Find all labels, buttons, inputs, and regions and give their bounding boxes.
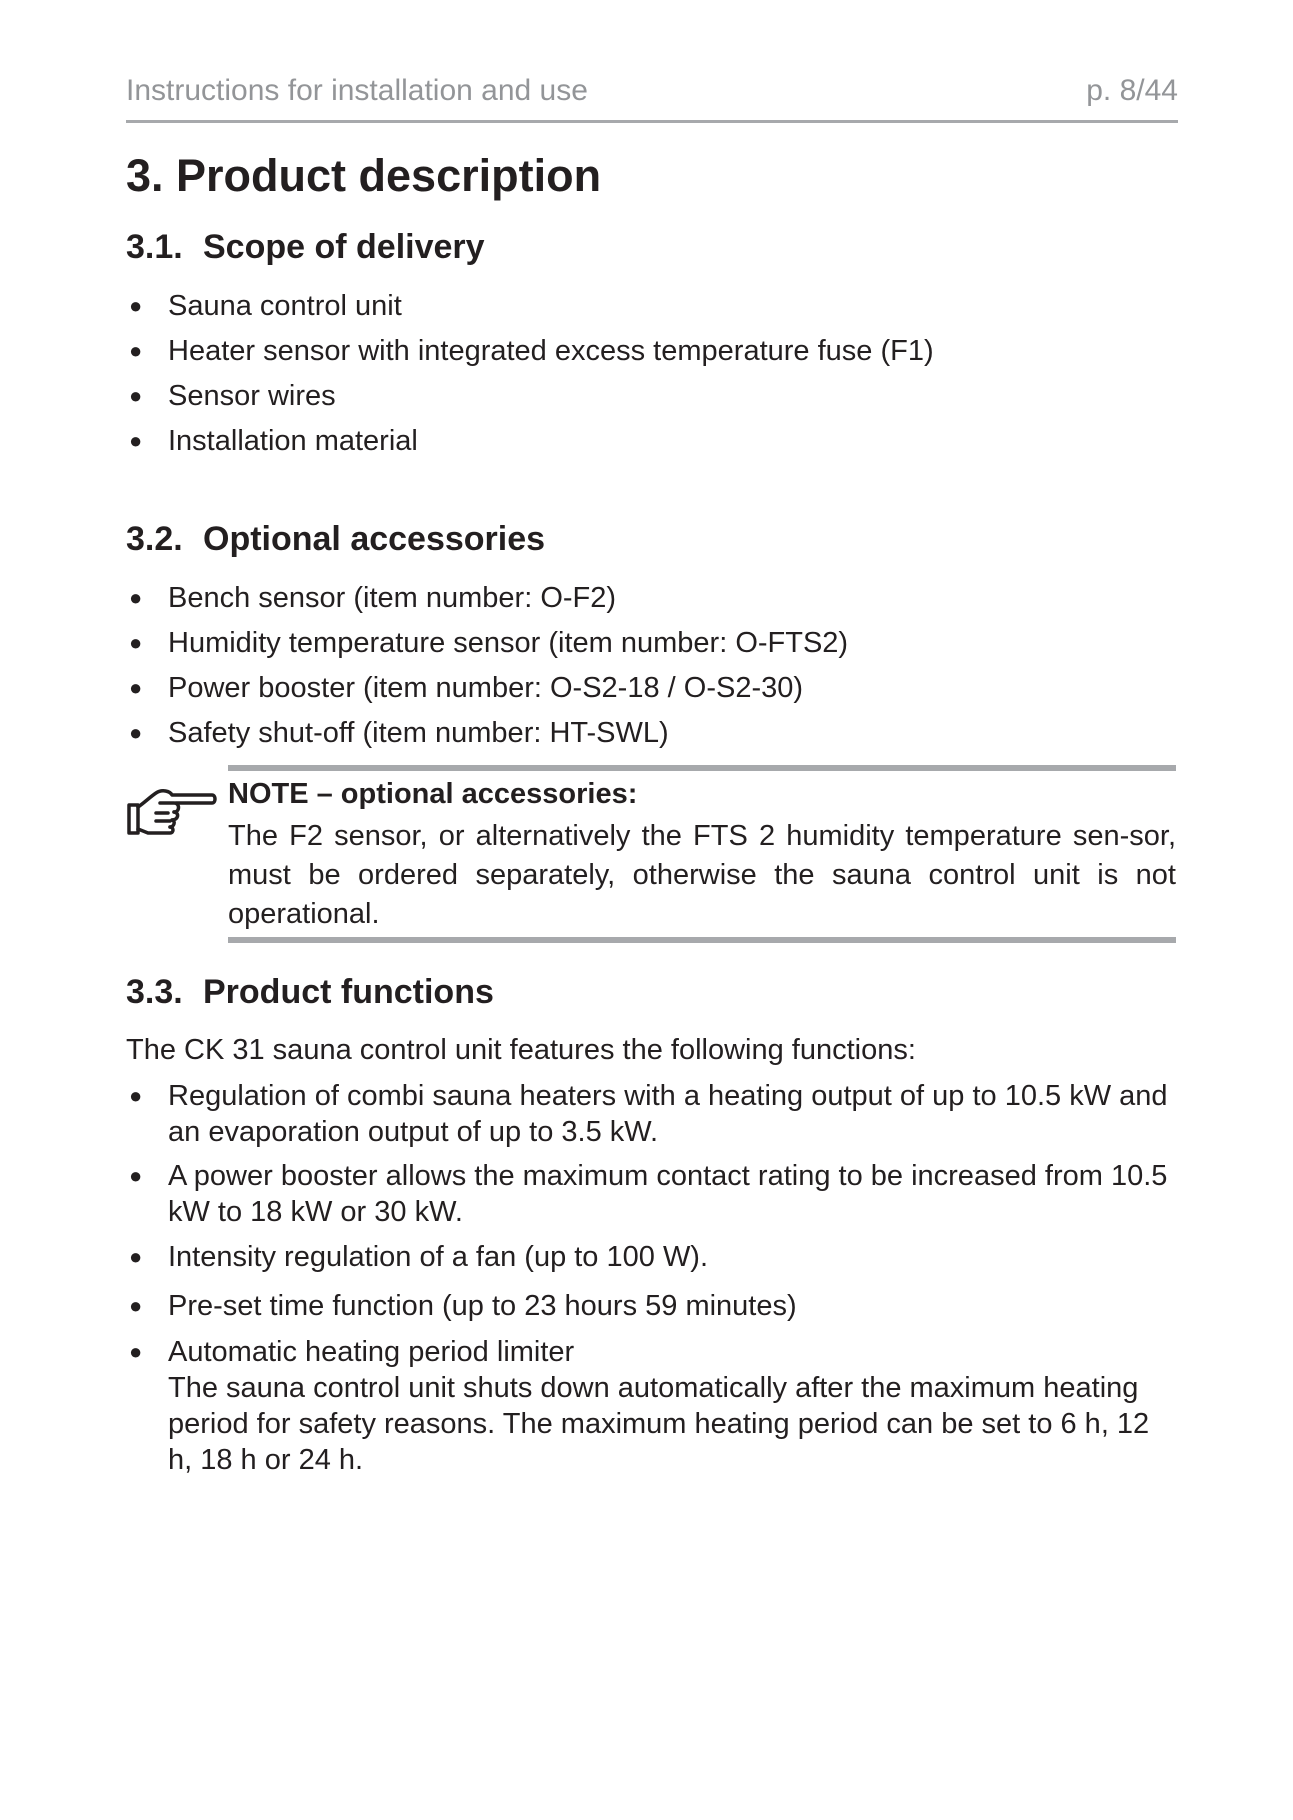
list-item-text: Regulation of combi sauna heaters with a heating output of up to 10.5 kW and an evaporation output of up to 3.5 kW. xyxy=(168,1080,1168,1148)
bullet-icon: ● xyxy=(129,1083,143,1108)
list-item-text: Sauna control unit xyxy=(168,290,402,322)
section-number: 3.3. xyxy=(126,973,183,1011)
note-title: NOTE – optional accessories: xyxy=(228,778,638,810)
bullet-icon: ● xyxy=(129,1244,143,1269)
list-item xyxy=(126,288,1176,333)
note-top-rule xyxy=(228,765,1176,771)
bullet-icon: ● xyxy=(129,1293,143,1318)
list-item xyxy=(126,625,1176,670)
note-text: The F2 sensor, or alternatively the FTS 2 humidity temperature sen-sor, must be ordered separately, otherwise the sauna control unit is not operational. xyxy=(228,820,1176,930)
section-title: Scope of delivery xyxy=(203,228,485,266)
functions-list xyxy=(126,1078,1176,1478)
list-item-text: Pre-set time function (up to 23 hours 59 minutes) xyxy=(168,1290,797,1322)
list-item xyxy=(126,580,1176,625)
note-bottom-rule xyxy=(228,937,1176,943)
bullet-icon: ● xyxy=(129,293,143,318)
list-item-detail: The sauna control unit shuts down automatically after the maximum heating period for safety reasons. The maximum heating period can be set to 6 h, 12 h, 18 h or 24 h. xyxy=(168,1372,1150,1476)
section-title: Optional accessories xyxy=(203,520,546,558)
bullet-icon: ● xyxy=(129,720,143,745)
list-item xyxy=(126,670,1176,715)
list-item-text: A power booster allows the maximum contact rating to be increased from 10.5 kW to 18 kW or 30 kW. xyxy=(168,1160,1168,1228)
list-item-text: Power booster (item number: O-S2-18 / O-S2-30) xyxy=(168,672,804,704)
functions-intro: The CK 31 sauna control unit features the following functions: xyxy=(126,1034,916,1066)
list-item xyxy=(126,1239,1176,1288)
note-box xyxy=(126,765,1178,945)
list-item-text: Installation material xyxy=(168,425,418,457)
list-item xyxy=(126,378,1176,423)
scope-list xyxy=(126,288,1176,468)
list-item xyxy=(126,1288,1176,1334)
accessories-list xyxy=(126,580,1176,760)
list-item xyxy=(126,1078,1176,1158)
bullet-icon: ● xyxy=(129,1339,143,1364)
list-item xyxy=(126,333,1176,378)
list-item-text: Heater sensor with integrated excess temperature fuse (F1) xyxy=(168,335,934,367)
bullet-icon: ● xyxy=(129,428,143,453)
bullet-icon: ● xyxy=(129,383,143,408)
list-item xyxy=(126,1334,1176,1478)
page-header xyxy=(126,70,1178,123)
list-item xyxy=(126,423,1176,468)
list-item-text: Humidity temperature sensor (item number: O-FTS2) xyxy=(168,627,849,659)
chapter-title: 3. Product description xyxy=(126,150,602,201)
section-number: 3.1. xyxy=(126,228,183,266)
section-heading-scope xyxy=(126,228,485,267)
list-item-text: Sensor wires xyxy=(168,380,336,412)
section-heading-functions xyxy=(126,973,494,1012)
list-item-text: Automatic heating period limiter xyxy=(168,1336,575,1368)
section-heading-accessories xyxy=(126,520,545,559)
page-number: p. 8/44 xyxy=(1086,74,1178,107)
pointing-hand-icon xyxy=(126,783,218,839)
bullet-icon: ● xyxy=(129,585,143,610)
list-item xyxy=(126,1158,1176,1239)
section-number: 3.2. xyxy=(126,520,183,558)
list-item-text: Intensity regulation of a fan (up to 100 W). xyxy=(168,1241,709,1273)
bullet-icon: ● xyxy=(129,675,143,700)
list-item-text: Safety shut-off (item number: HT-SWL) xyxy=(168,717,669,749)
document-title: Instructions for installation and use xyxy=(126,74,588,107)
list-item xyxy=(126,715,1176,760)
section-title: Product functions xyxy=(203,973,494,1011)
bullet-icon: ● xyxy=(129,630,143,655)
bullet-icon: ● xyxy=(129,338,143,363)
bullet-icon: ● xyxy=(129,1163,143,1188)
list-item-text: Bench sensor (item number: O-F2) xyxy=(168,582,617,614)
